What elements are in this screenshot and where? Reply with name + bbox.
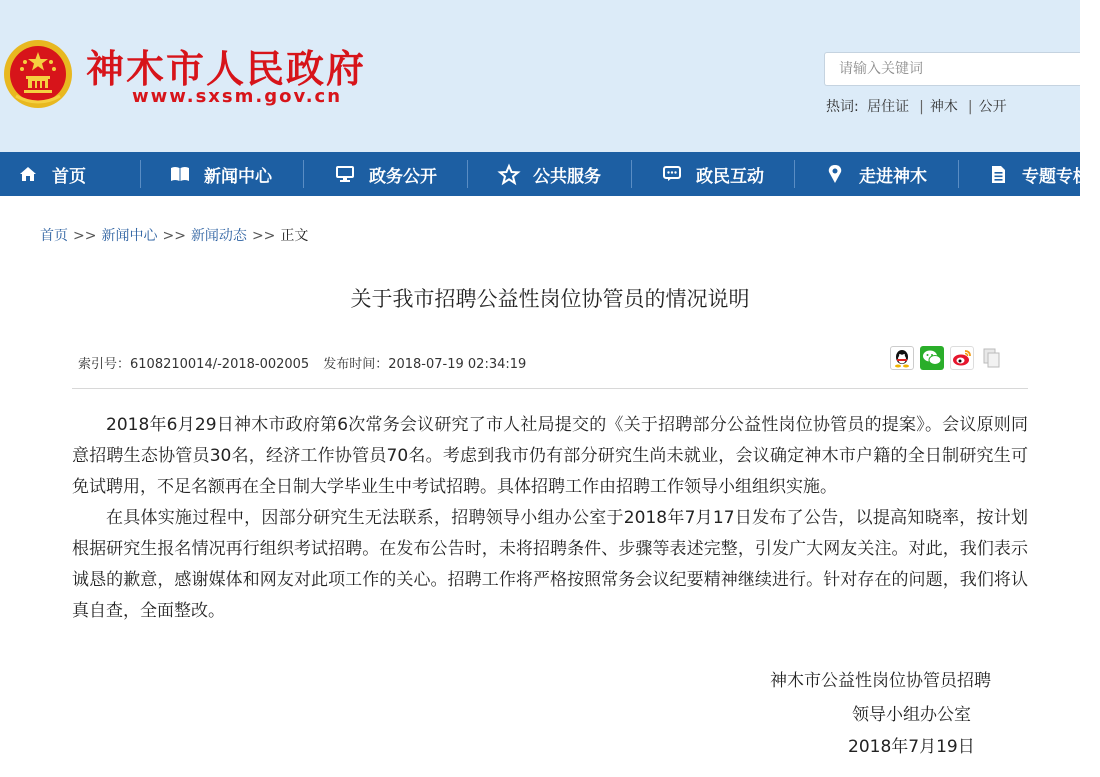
site-name[interactable]: 神木市人民政府 xyxy=(86,47,367,91)
nav-item-news[interactable] xyxy=(170,152,272,196)
document-icon xyxy=(988,164,1008,184)
divider xyxy=(72,388,1028,389)
article-body xyxy=(72,410,1028,627)
national-emblem-icon xyxy=(2,38,74,110)
nav-label: 政民互动 xyxy=(696,166,764,187)
publish-date: 2018-07-19 02:34:19 xyxy=(388,357,527,372)
divider: | xyxy=(919,99,924,115)
share-bar xyxy=(890,346,1004,370)
nav-item-services[interactable] xyxy=(499,152,601,196)
copy-icon[interactable] xyxy=(980,346,1004,370)
hot-words-label: 热词: xyxy=(826,99,859,115)
nav-label: 公共服务 xyxy=(533,166,601,187)
breadcrumb-separator: >> xyxy=(251,228,276,244)
search-input[interactable] xyxy=(825,53,1080,85)
star-icon xyxy=(499,164,519,184)
article-title: 关于我市招聘公益性岗位协管员的情况说明 xyxy=(350,287,750,311)
nav-item-government[interactable] xyxy=(335,152,437,196)
divider: | xyxy=(967,99,973,115)
paragraph: 在具体实施过程中，因部分研究生无法联系，招聘领导小组办公室于2018年7月17日发布了公告，以提高知晓率，按计划根据研究生报名情况再行组织考试招聘。在发布公告时，未将招聘条件、步骤等表述完整，引发广大网友关注。对此，我们表示诚恳的歉意，感谢媒体和网友对此项工作的关心。招聘工作将严格按照常务会议纪要精神继续进行。针对存在的问题，我们将认真自查，全面整改。 xyxy=(72,508,1028,621)
breadcrumb xyxy=(40,225,308,245)
nav-divider xyxy=(794,160,795,188)
wechat-icon[interactable] xyxy=(920,346,944,370)
paragraph: 2018年6月29日神木市政府第6次常务会议研究了市人社局提交的《关于招聘部分公益性岗位协管员的提案》。会议原则同意招聘生态协管员30名，经济工作协管员70名。考虑到我市仍有部分研究生尚未就业，会议确定神木市户籍的全日制研究生可免试聘用，不足名额再在全日制大学毕业生中考试招聘。具体招聘工作由招聘工作领导小组组织实施。 xyxy=(72,415,1028,497)
nav-divider xyxy=(467,160,468,188)
nav-item-about[interactable] xyxy=(825,152,927,196)
site-url[interactable]: www.sxsm.gov.cn xyxy=(132,86,343,107)
nav-divider xyxy=(303,160,304,188)
signature-line: 神木市公益性岗位协管员招聘 xyxy=(770,671,991,691)
index-value: 6108210014/-2018-002005 xyxy=(130,357,310,372)
index-label: 索引号： xyxy=(78,357,131,372)
breadcrumb-current: 正文 xyxy=(280,228,309,244)
hot-word-link[interactable]: 公开 xyxy=(978,99,1007,115)
nav-divider xyxy=(140,160,141,188)
hot-words xyxy=(826,96,1011,116)
nav-label: 专题专栏 xyxy=(1022,166,1090,187)
hot-word-link[interactable]: 神木 xyxy=(929,99,958,115)
hot-word-link[interactable]: 居住证 xyxy=(867,99,910,115)
nav-divider xyxy=(958,160,959,188)
breadcrumb-separator: >> xyxy=(162,228,186,244)
nav-item-home[interactable] xyxy=(18,152,86,196)
site-header xyxy=(0,0,1080,152)
nav-label: 政务公开 xyxy=(369,166,437,187)
breadcrumb-link-news-updates[interactable]: 新闻动态 xyxy=(190,228,247,244)
nav-label: 新闻中心 xyxy=(204,166,272,187)
nav-divider xyxy=(631,160,632,188)
article-meta xyxy=(78,353,526,372)
nav-label: 走进神木 xyxy=(859,166,927,187)
location-icon xyxy=(825,164,845,184)
monitor-icon xyxy=(335,164,355,184)
search-box[interactable] xyxy=(824,52,1080,86)
nav-item-topics[interactable] xyxy=(988,152,1090,196)
nav-label: 首页 xyxy=(52,166,86,187)
date-label: 发布时间： xyxy=(323,357,389,372)
signature-date: 2018年7月19日 xyxy=(848,737,975,757)
nav-item-interaction[interactable] xyxy=(662,152,764,196)
breadcrumb-separator: >> xyxy=(73,228,97,244)
breadcrumb-link-home[interactable]: 首页 xyxy=(40,228,68,244)
book-icon xyxy=(170,164,190,184)
weibo-icon[interactable] xyxy=(950,346,974,370)
home-icon xyxy=(18,164,38,184)
qq-icon[interactable] xyxy=(890,346,914,370)
signature-line: 领导小组办公室 xyxy=(852,705,971,725)
breadcrumb-link-news[interactable]: 新闻中心 xyxy=(101,228,158,244)
chat-icon xyxy=(662,164,682,184)
main-nav xyxy=(0,152,1090,196)
